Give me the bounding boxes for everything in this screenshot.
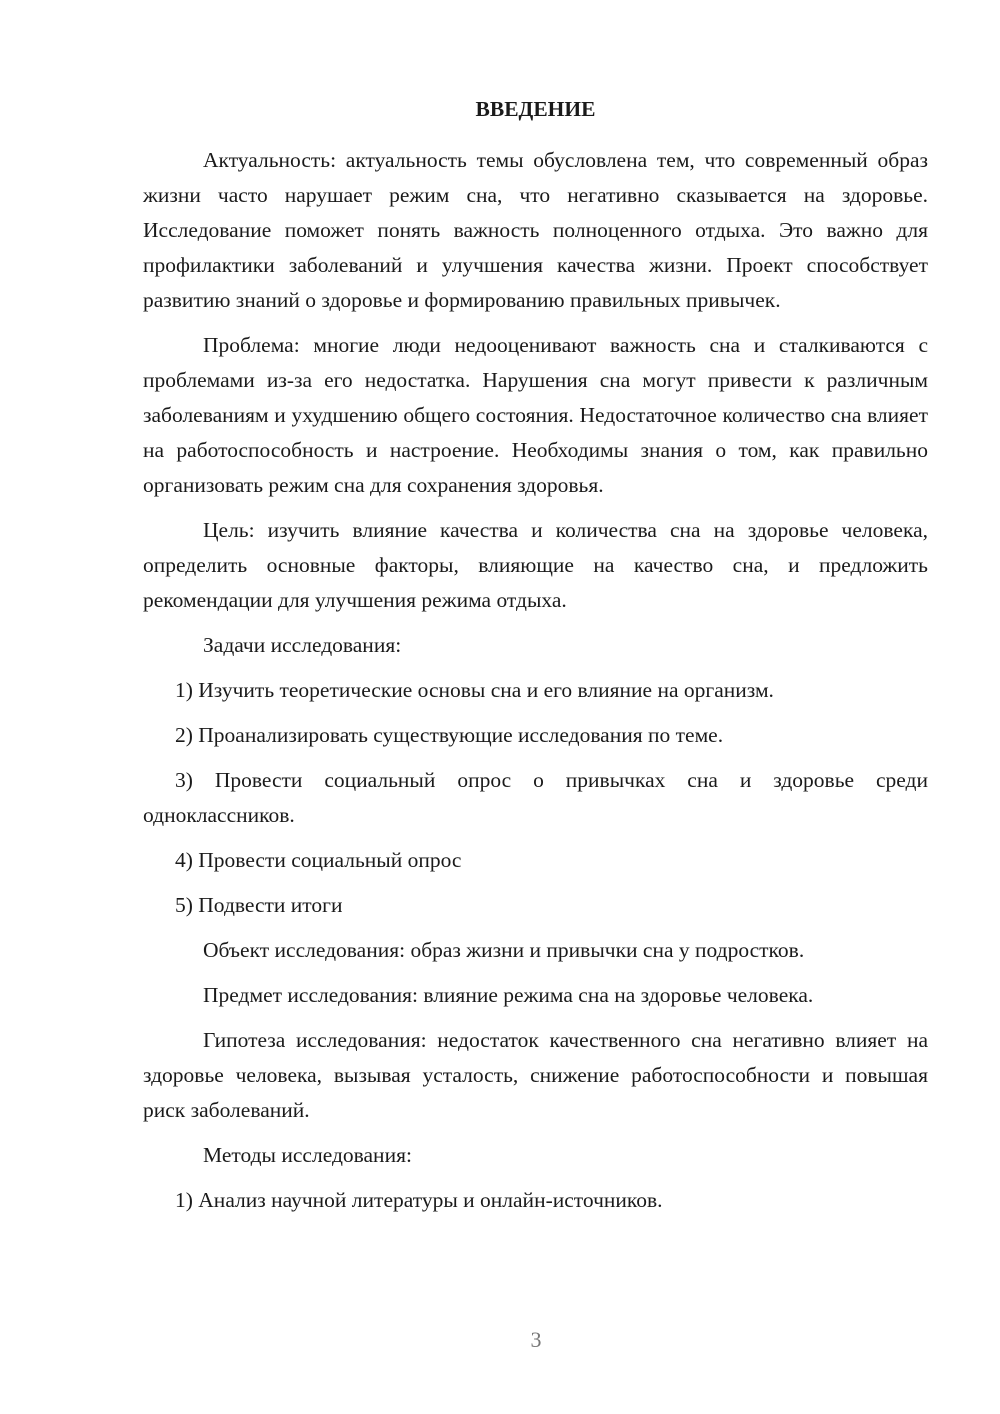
paragraph-relevance: Актуальность: актуальность темы обусловлена тем, что современный образ жизни часто нарушает режим сна, что негативно сказывается на здоровье. Исследование поможет понять важность полноценного отдыха. Это важно для профилактики заболеваний и улучшения качества жизни. Проект способствует развитию знаний о здоровье и формированию правильных привычек.	[143, 148, 928, 312]
paragraph-hypothesis: Гипотеза исследования: недостаток качественного сна негативно влияет на здоровье человека, вызывая усталость, снижение работоспособности и повышая риск заболеваний.	[143, 1028, 928, 1122]
paragraph-problem: Проблема: многие люди недооценивают важность сна и сталкиваются с проблемами из-за его недостатка. Нарушения сна могут привести к различным заболеваниям и ухудшению общего состояния. Недостаточное количество сна влияет на работоспособность и настроение. Необходимы знания о том, как правильно организовать режим сна для сохранения здоровья.	[143, 333, 928, 497]
paragraph-subject: Предмет исследования: влияние режима сна на здоровье человека.	[203, 983, 814, 1007]
section-title: ВВЕДЕНИЕ	[475, 97, 596, 121]
task-item-1: 1) Изучить теоретические основы сна и его влияние на организм.	[175, 678, 774, 702]
method-item-1: 1) Анализ научной литературы и онлайн-источников.	[175, 1188, 663, 1212]
page-number: 3	[530, 1327, 542, 1352]
tasks-heading: Задачи исследования:	[203, 633, 402, 657]
task-item-4: 4) Провести социальный опрос	[175, 848, 462, 872]
task-item-3: 3) Провести социальный опрос о привычках сна и здоровье среди одноклассников.	[143, 768, 928, 827]
methods-heading: Методы исследования:	[203, 1143, 412, 1167]
paragraph-goal: Цель: изучить влияние качества и количества сна на здоровье человека, определить основные факторы, влияющие на качество сна, и предложить рекомендации для улучшения режима отдыха.	[143, 518, 928, 612]
paragraph-object: Объект исследования: образ жизни и привычки сна у подростков.	[203, 938, 805, 962]
task-item-5: 5) Подвести итоги	[175, 893, 343, 917]
page-content	[143, 92, 928, 1228]
task-item-2: 2) Проанализировать существующие исследования по теме.	[175, 723, 724, 747]
